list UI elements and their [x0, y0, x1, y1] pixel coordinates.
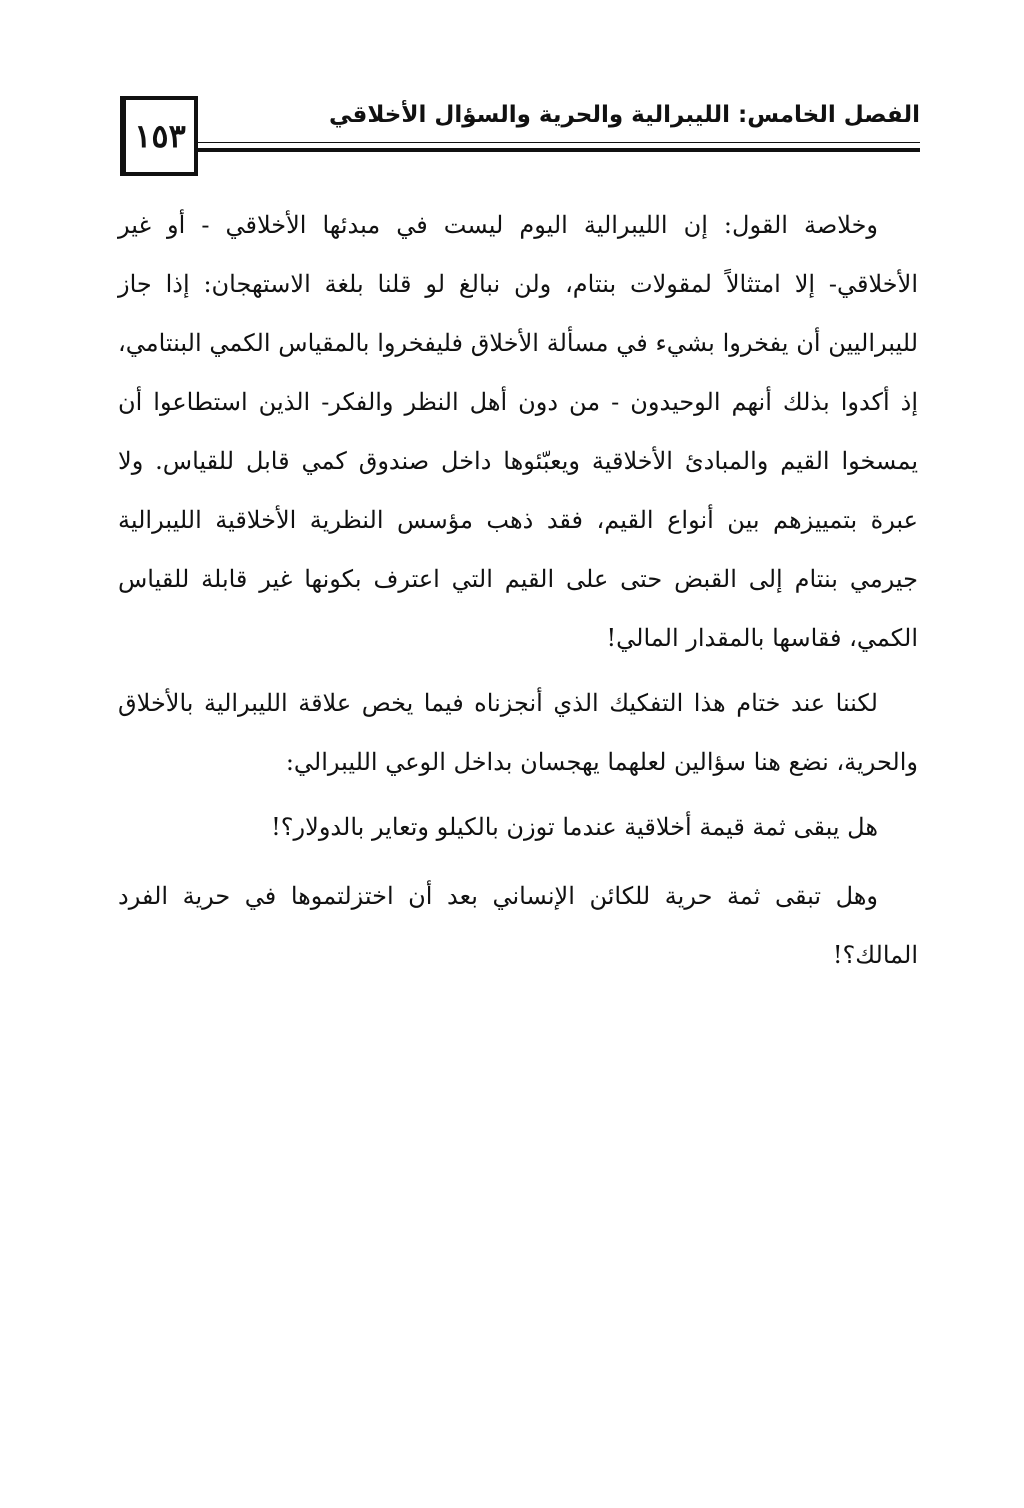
- header-rule-thin: [198, 142, 920, 143]
- paragraph-conclusion: وخلاصة القول: إن الليبرالية اليوم ليست في مبدئها الأخلاقي - أو غير الأخلاقي- إلا امتثالاً لمقولات بنتام، ولن نبالغ لو قلنا بلغة الاستهجان: إذا جاز لليبراليين أن يفخروا بشيء في مسألة الأخلاق فليفخروا بالمقياس الكمي البنتامي، إذ أكدوا بذلك أنهم الوحيدون - من دون أهل النظر والفكر- الذين استطاعوا أن يمسخوا القيم والمبادئ الأخلاقية ويعبّئوها داخل صندوق كمي قابل للقياس. ولا عبرة بتمييزهم بين أنواع القيم، فقد ذهب مؤسس النظرية الأخلاقية الليبرالية جيرمي بنتام إلى القبض حتى على القيم التي اعترف بكونها غير قابلة للقياس الكمي، فقاسها بالمقدار المالي!: [118, 211, 918, 652]
- question-freedom: وهل تبقى ثمة حرية للكائن الإنساني بعد أن اختزلتموها في حرية الفرد المالك؟!: [118, 882, 918, 969]
- body-text: [118, 196, 918, 985]
- paragraph-closing-intro: لكننا عند ختام هذا التفكيك الذي أنجزناه فيما يخص علاقة الليبرالية بالأخلاق والحرية، نضع هنا سؤالين لعلهما يهجسان بداخل الوعي الليبرالي:: [118, 689, 918, 776]
- page-header: [120, 96, 920, 176]
- header-rule-thick: [198, 148, 920, 152]
- question-value: هل يبقى ثمة قيمة أخلاقية عندما توزن بالكيلو وتعاير بالدولار؟!: [271, 813, 878, 841]
- page-number-box: [120, 96, 198, 176]
- page-number: ١٥٣: [134, 117, 186, 155]
- chapter-title: الفصل الخامس: الليبرالية والحرية والسؤال الأخلاقي: [329, 102, 920, 128]
